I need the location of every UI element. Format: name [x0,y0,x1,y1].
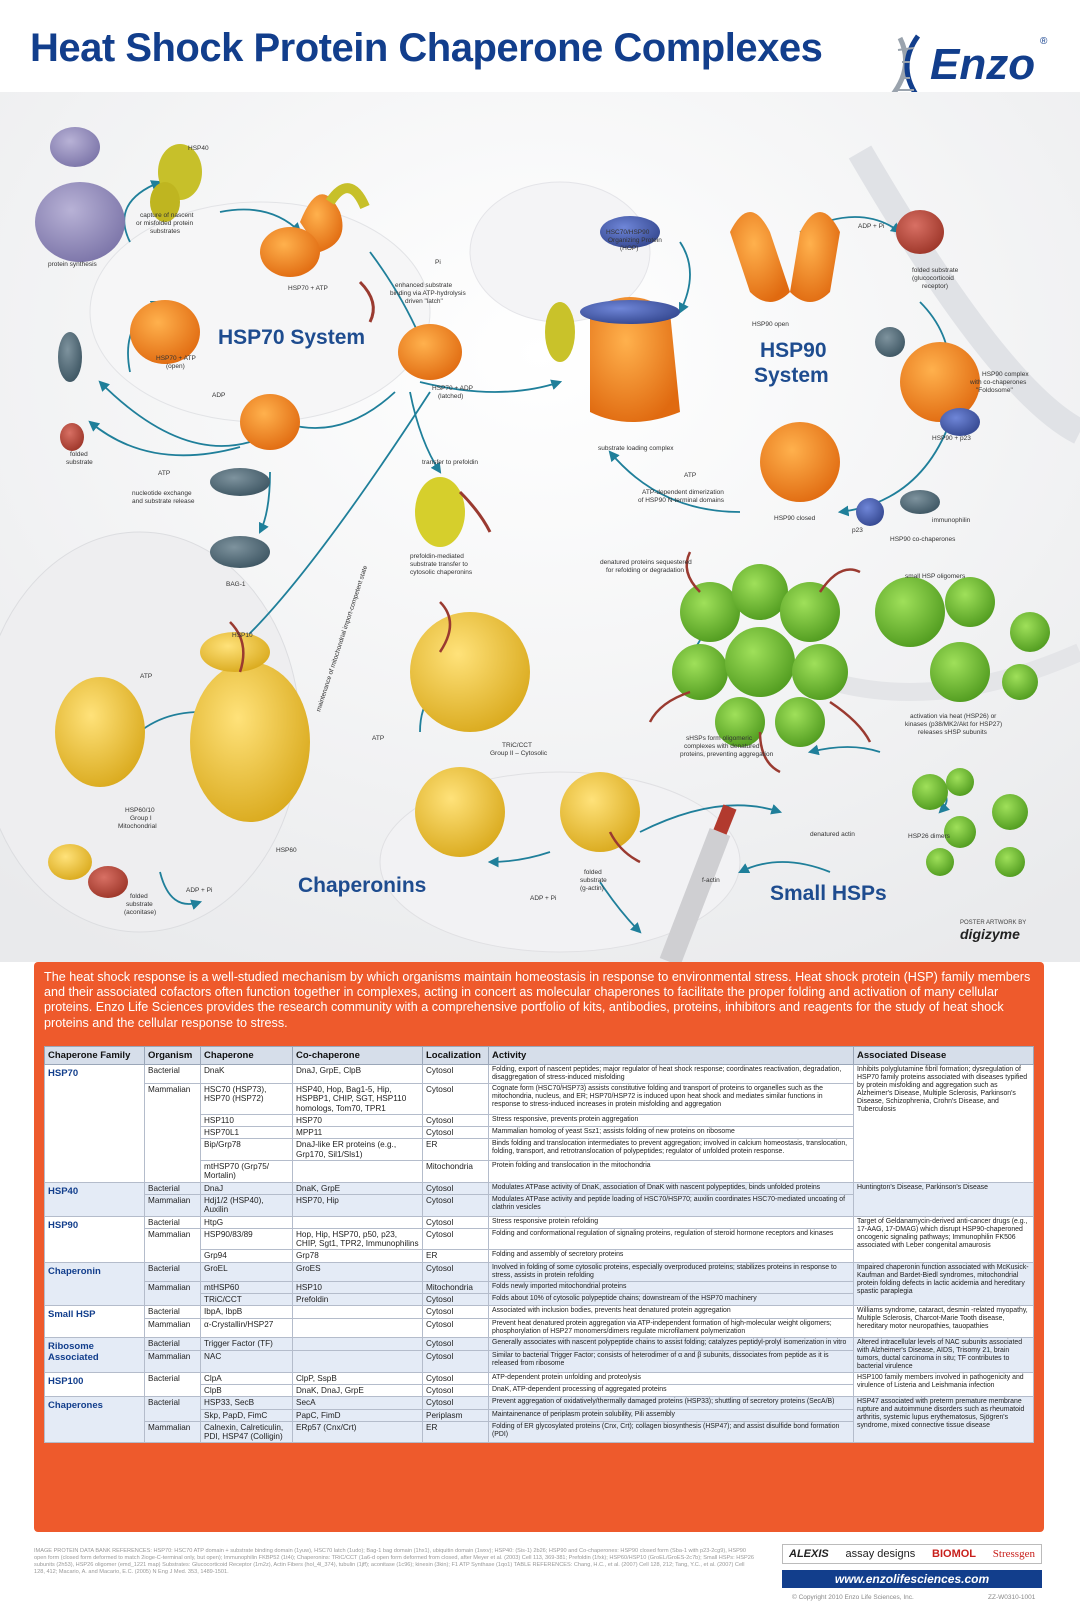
table-cell-chap: Trigger Factor (TF) [201,1337,293,1351]
table-cell-loc: Mitochondria [423,1161,489,1183]
svg-text:HSP40: HSP40 [188,145,209,152]
table-row [45,1216,1034,1228]
svg-text:driven "latch": driven "latch" [405,298,443,305]
table-cell-org: Bacterial [145,1065,201,1084]
table-cell-cochap: HSP70, Hip [293,1194,423,1216]
table-cell-cochap: MPP11 [293,1127,423,1139]
svg-text:(glucocorticoid: (glucocorticoid [912,275,954,282]
svg-text:releases sHSP subunits: releases sHSP subunits [918,729,987,736]
table-cell-chap: TRiC/CCT [201,1294,293,1306]
svg-text:HSP90 open: HSP90 open [752,321,789,328]
brand-bar [782,1544,1042,1564]
table-cell-act: DnaK, ATP-dependent processing of aggregated proteins [489,1384,854,1396]
table-cell-cochap [293,1161,423,1183]
table-cell-act: Associated with inclusion bodies, prevents heat denatured protein aggregation [489,1306,854,1318]
table-row [45,1065,1034,1084]
svg-text:activation via heat (HSP26) or: activation via heat (HSP26) or [910,713,997,720]
brand-stressgen[interactable]: Stressgen [992,1548,1035,1560]
table-cell-loc: Cytosol [423,1337,489,1351]
table-cell-dis: Williams syndrome, cataract, desmin -related myopathy, Multiple Sclerosis, Charcot-Marie Tooth disease, hereditary motor neuropathies, tauopathies [854,1306,1034,1337]
table-cell-loc: Cytosol [423,1127,489,1139]
table-cell-loc: Cytosol [423,1084,489,1115]
svg-text:substrate: substrate [126,901,153,908]
svg-text:sHSPs form oligomeric: sHSPs form oligomeric [686,735,753,742]
table-cell-cochap: Grp78 [293,1250,423,1262]
svg-text:HSP90 closed: HSP90 closed [774,515,816,522]
table-cell-loc: Cytosol [423,1318,489,1337]
svg-text:small HSP oligomers: small HSP oligomers [905,573,966,580]
svg-text:ATP: ATP [372,735,385,742]
copyright: © Copyright 2010 Enzo Life Sciences, Inc. [792,1594,914,1601]
svg-text:substrate: substrate [66,459,93,466]
table-row [45,1337,1034,1351]
table-cell-chap: IbpA, IbpB [201,1306,293,1318]
svg-text:ATP-dependent dimerization: ATP-dependent dimerization [642,489,724,496]
svg-text:folded: folded [584,869,602,876]
svg-text:HSP90 complex: HSP90 complex [982,371,1029,378]
table-cell-chap: mtHSP60 [201,1281,293,1293]
svg-text:ATP: ATP [684,472,697,479]
svg-text:p23: p23 [852,527,863,534]
chaperone-table [44,1046,1034,1443]
table-cell-act: Similar to bacterial Trigger Factor; consists of heterodimer of α and β subunits, dissociates from peptide as it is released from ribosome [489,1351,854,1372]
svg-text:nucleotide exchange: nucleotide exchange [132,490,192,497]
table-cell-org: Mammalian [145,1228,201,1262]
svg-text:cytosolic chaperonins: cytosolic chaperonins [410,569,473,576]
svg-text:ADP + Pi: ADP + Pi [858,223,885,230]
table-cell-chap: DnaK [201,1065,293,1084]
table-cell-org: Mammalian [145,1351,201,1372]
svg-text:folded: folded [130,893,148,900]
table-cell-loc: Cytosol [423,1397,489,1409]
table-cell-act: Mammalian homolog of yeast Ssz1; assists folding of new proteins on ribosome [489,1127,854,1139]
table-cell-cochap [293,1337,423,1351]
table-cell-org: Bacterial [145,1372,201,1397]
table-cell-cochap [293,1351,423,1372]
table-cell-act: Folding and conformational regulation of signaling proteins, regulation of steroid hormone receptors and kinases [489,1228,854,1250]
table-cell-org: Bacterial [145,1397,201,1422]
table-cell-fam: HSP90 [45,1216,145,1262]
svg-text:(open): (open) [166,363,185,370]
table-cell-cochap: DnaK, GrpE [293,1182,423,1194]
page-title: Heat Shock Protein Chaperone Complexes [30,26,823,70]
table-cell-loc: Cytosol [423,1228,489,1250]
svg-text:denatured actin: denatured actin [810,831,855,838]
svg-text:Organizing Protein: Organizing Protein [608,237,662,244]
svg-text:(g-actin): (g-actin) [580,885,604,892]
table-cell-fam: Chaperones [45,1397,145,1443]
column-header: Associated Disease [854,1047,1034,1065]
table-cell-chap: ClpB [201,1384,293,1396]
svg-text:maintenance of mitochondrial i: maintenance of mitochondrial import-competent state [315,564,370,713]
svg-text:ADP + Pi: ADP + Pi [186,887,213,894]
table-cell-act: Folding and assembly of secretory proteins [489,1250,854,1262]
svg-text:folded substrate: folded substrate [912,267,959,274]
svg-text:binding via ATP-hydrolysis: binding via ATP-hydrolysis [390,290,466,297]
table-cell-act: Prevent aggregation of oxidatively/thermally damaged proteins (HSP33); shuttling of secretory proteins (SecA/B) [489,1397,854,1409]
svg-text:and substrate release: and substrate release [132,498,195,505]
table-header-row [45,1047,1034,1065]
part-number: ZZ-W0310-1001 [988,1594,1036,1601]
table-cell-dis: Inhibits polyglutamine fibril formation; dysregulation of HSP70 family proteins associated with diseases typified by protein misfolding and aggregation such as Alzheimer's Disease, Multiple Sclerosis, Parkinson's Disease, Schizophrenia, Crohn's Disease, and Tuberculosis [854,1065,1034,1183]
table-cell-org: Mammalian [145,1281,201,1306]
svg-text:Mitochondrial: Mitochondrial [118,823,157,830]
table-cell-act: ATP-dependent protein unfolding and proteolysis [489,1372,854,1384]
table-cell-cochap: ClpP, SspB [293,1372,423,1384]
table-cell-fam: Ribosome Associated [45,1337,145,1372]
svg-text:HSP90 + p23: HSP90 + p23 [932,435,971,442]
artwork-credit-line: POSTER ARTWORK BY [960,920,1027,926]
table-cell-org: Bacterial [145,1306,201,1318]
table-cell-loc: ER [423,1421,489,1443]
table-cell-chap: Grp94 [201,1250,293,1262]
table-row [45,1306,1034,1318]
svg-text:for refolding or degradation: for refolding or degradation [606,567,685,574]
column-header: Organism [145,1047,201,1065]
svg-text:HSP10: HSP10 [232,632,253,639]
svg-text:substrates: substrates [150,228,180,235]
svg-text:ADP: ADP [212,392,226,399]
table-cell-cochap: GroES [293,1262,423,1281]
svg-text:receptor): receptor) [922,283,949,290]
table-cell-loc: Cytosol [423,1351,489,1372]
table-row [45,1182,1034,1194]
table-cell-loc: Cytosol [423,1194,489,1216]
svg-text:"Foldosome": "Foldosome" [976,387,1013,394]
table-cell-act: Modulates ATPase activity and peptide loading of HSC70/HSP70; auxilin coordinates HSC70-mediated uncoating of clathrin vesicles [489,1194,854,1216]
table-cell-org: Mammalian [145,1318,201,1337]
svg-text:(HOP): (HOP) [620,245,639,252]
table-cell-chap: mtHSP70 (Grp75/ Mortalin) [201,1161,293,1183]
table-cell-cochap: HSP70 [293,1114,423,1126]
table-cell-loc: Periplasm [423,1409,489,1421]
table-cell-loc: ER [423,1139,489,1161]
table-cell-fam: HSP70 [45,1065,145,1183]
table-cell-chap: ClpA [201,1372,293,1384]
svg-text:complexes with denatured: complexes with denatured [684,743,760,750]
svg-text:HSP70 + ATP: HSP70 + ATP [156,355,196,362]
table-cell-loc: Cytosol [423,1065,489,1084]
table-cell-dis: HSP47 associated with preterm premature membrane rupture and autoimmune disorders such as rheumatoid arthritis, systemic lupus erythematosus, Sjögren's syndrome, mixed connective tissue disease [854,1397,1034,1443]
table-cell-act: Stress responsive, prevents protein aggregation [489,1114,854,1126]
table-cell-act: Folding, export of nascent peptides; major regulator of heat shock response; coordinates reactivation, degradation, disaggregation of stress-induced misfolding [489,1065,854,1084]
table-cell-chap: HtpG [201,1216,293,1228]
website-link[interactable]: www.enzolifesciences.com [782,1570,1042,1588]
hsp70-system-label: HSP70 System [218,326,366,349]
table-cell-act: Modulates ATPase activity of DnaK, association of DnaK with nascent polypeptides, binds unfolded proteins [489,1182,854,1194]
hsp90-system-label-1: HSP90 [760,339,827,362]
svg-text:with co-chaperones: with co-chaperones [970,379,1027,386]
table-cell-org: Bacterial [145,1182,201,1194]
description-text: The heat shock response is a well-studied mechanism by which organisms maintain homeostasis in response to environmental stress. Heat shock protein (HSP) family members and their associated cofactors often function together in complexes, acting in concert as molecular chaperones to facilitate the proper folding and activation of many cellular proteins. Enzo Life Sciences provides the research community with a comprehensive portfolio of kits, antibodies, proteins, inhibitors and reagents for the study of heat shock proteins and the cellular response to stress. [44,970,1031,1030]
hsp60-10-chaperonin [55,677,145,787]
table-cell-act: Stress responsive protein refolding [489,1216,854,1228]
table-cell-loc: Cytosol [423,1384,489,1396]
table-cell-act: Binds folding and translocation intermediates to prevent aggregation; involved in calcium homeostasis, translocation, folding, transport, and retrotranslocation of polypeptides; regulator of unfolded protein response. [489,1139,854,1161]
artwork-credit-name: digizyme [960,926,1020,942]
chaperone-table-container [44,1046,1033,1443]
svg-text:immunophilin: immunophilin [932,517,971,524]
svg-text:substrate loading complex: substrate loading complex [598,445,674,452]
table-body [45,1065,1034,1443]
table-cell-chap: α-Crystallin/HSP27 [201,1318,293,1337]
table-cell-chap: NAC [201,1351,293,1372]
table-row [45,1262,1034,1281]
table-cell-chap: Skp, PapD, FimC [201,1409,293,1421]
hsp90-system-label-2: System [754,364,829,387]
table-cell-chap: HSP33, SecB [201,1397,293,1409]
table-cell-chap: HSP110 [201,1114,293,1126]
svg-text:BAG-1: BAG-1 [226,581,246,588]
table-cell-chap: DnaJ [201,1182,293,1194]
table-cell-cochap: Hop, Hip, HSP70, p50, p23, CHIP, Sgt1, TPR2, Immunophilins [293,1228,423,1250]
tric-cct-chaperonin [410,612,530,732]
table-cell-chap: HSC70 (HSP73), HSP70 (HSP72) [201,1084,293,1115]
svg-text:folded: folded [70,451,88,458]
brand-assay-designs[interactable]: assay designs [845,1548,916,1560]
logo-registered: ® [1040,36,1048,47]
table-cell-org: Mammalian [145,1194,201,1216]
svg-text:HSP60/10: HSP60/10 [125,807,155,814]
column-header: Activity [489,1047,854,1065]
table-cell-org: Bacterial [145,1337,201,1351]
table-cell-chap: GroEL [201,1262,293,1281]
table-cell-chap: Hdj1/2 (HSP40), Auxilin [201,1194,293,1216]
table-cell-cochap [293,1318,423,1337]
table-cell-fam: Chaperonin [45,1262,145,1306]
table-cell-cochap: ERp57 (Cnx/Crt) [293,1421,423,1443]
column-header: Localization [423,1047,489,1065]
table-cell-fam: HSP40 [45,1182,145,1216]
table-cell-org: Mammalian [145,1421,201,1443]
table-cell-chap: Calnexin, Calreticulin, PDI, HSP47 (Colligin) [201,1421,293,1443]
svg-text:or misfolded protein: or misfolded protein [136,220,194,227]
svg-text:TRiC/CCT: TRiC/CCT [502,742,532,749]
svg-text:f-actin: f-actin [702,877,720,884]
table-cell-chap: Bip/Grp78 [201,1139,293,1161]
table-cell-cochap: DnaK, DnaJ, GrpE [293,1384,423,1396]
logo-brand: Enzo [930,40,1036,89]
svg-text:HSP70 + ADP: HSP70 + ADP [432,385,474,392]
table-cell-loc: ER [423,1250,489,1262]
table-cell-act: Involved in folding of some cytosolic proteins, especially overproduced proteins; stabilizes proteins in response to stress, assists in protein refolding [489,1262,854,1281]
table-cell-cochap: SecA [293,1397,423,1409]
table-cell-cochap: HSP40, Hop, Bag1-5, Hip, HSPBP1, CHIP, SGT, HSP110 homologs, Tom70, TPR1 [293,1084,423,1115]
svg-text:HSP60: HSP60 [276,847,297,854]
table-cell-cochap: DnaJ-like ER proteins (e.g., Grp170, Sil1/Sls1) [293,1139,423,1161]
table-cell-dis: Target of Geldanamycin-derived anti-cancer drugs (e.g., 17-AAG, 17-DMAG) which disrupt HSP90-chaperoned oncogenic signaling pathways; Immunophilin FK506 associated with Leber congenital amaurosis [854,1216,1034,1262]
svg-text:HSP26 dimers: HSP26 dimers [908,833,950,840]
table-cell-org: Bacterial [145,1216,201,1228]
table-cell-loc: Cytosol [423,1294,489,1306]
table-cell-loc: Cytosol [423,1114,489,1126]
table-row [45,1397,1034,1409]
table-cell-cochap [293,1306,423,1318]
svg-text:(aconitase): (aconitase) [124,909,157,916]
table-cell-act: Maintainenance of periplasm protein solubility, Pili assembly [489,1409,854,1421]
svg-text:HSP90 co-chaperones: HSP90 co-chaperones [890,536,956,543]
svg-text:of HSP90 N-terminal domains: of HSP90 N-terminal domains [638,497,724,504]
chaperonins-label: Chaperonins [298,874,427,897]
table-cell-org: Mammalian [145,1084,201,1183]
svg-text:kinases (p38/MK2/Akt for HSP27: kinases (p38/MK2/Akt for HSP27) [905,721,1003,728]
svg-text:transfer to prefoldin: transfer to prefoldin [422,459,479,466]
svg-text:prefoldin-mediated: prefoldin-mediated [410,553,464,560]
table-cell-dis: Huntington's Disease, Parkinson's Disease [854,1182,1034,1216]
svg-text:Pi: Pi [435,259,441,266]
table-cell-org: Bacterial [145,1262,201,1281]
small-hsps-label: Small HSPs [770,882,887,905]
table-cell-cochap: Prefoldin [293,1294,423,1306]
table-cell-act: Folds newly imported mitochondrial proteins [489,1281,854,1293]
svg-text:HSC70/HSP90: HSC70/HSP90 [606,229,650,236]
svg-text:ADP + Pi: ADP + Pi [530,895,557,902]
column-header: Co-chaperone [293,1047,423,1065]
image-references: IMAGE PROTEIN DATA BANK REFERENCES: HSP70: HSC70 ATP domain + substrate binding domain (1yuw), HSC70 latch (1udo); Bag-1 bag domain (1hx1), ubiquitin domain (1wxv); HSP40: (Sis-1) 2b26; HSP90 and Co-chaperones: HSP90 closed form (Sba-1 with p23-2cg9), HSP90 open form (closed form deformed to match 2ioge-C-terminal only, but open); Immunophilin FKBP52 (1t4i); Chaperonins: TRiC/CCT (1a6-d open form deformed from closed, after Meyer et al. (2003) Cell 113, 369-381; Prefoldin (1fxk); HSP60/HSP10 (GroEL/GroES-2c7b); Small HSPs: HSP26 subunits (2h53), HSP26 oligomer (emd_1221 map) Substrates: Glucocorticoid Receptor (1m2z), Actin Fibers (hol_4l_374), tubulin (1jff); aconitase (1c96); kinesin (3kin); F1 ATP Synthase (1qo1) TABLE REFERENCES: Chang, H.C., et al. (2007) Cell 128, 212; Tang, Y.C., et al. (2007) Cell 128, 412; Macario, A. and Macario, E.C. (2005) N Eng J Med. 353, 1489-1501. [34,1548,754,1575]
table-cell-cochap: DnaJ, GrpE, ClpB [293,1065,423,1084]
svg-text:proteins, preventing aggregati: proteins, preventing aggregation [680,751,774,758]
table-cell-cochap [293,1216,423,1228]
table-cell-act: Cognate form (HSC70/HSP73) assists constitutive folding and transport of proteins to organelles such as the mitochondria, nucleus, and ER; HSP70/HSP72 is induced upon heat shock and mediates similar functions in response to stress-induced increases in protein misfolding and aggregation [489,1084,854,1115]
protein-synthesis-ribosome [35,182,125,262]
table-cell-act: Prevent heat denatured protein aggregation via ATP-independent formation of high-molecular weight oligomers; phosphorylation of HSP27 monomers/dimers regulate microfilament polymerization [489,1318,854,1337]
table-cell-loc: Cytosol [423,1372,489,1384]
svg-text:denatured proteins sequestered: denatured proteins sequestered [600,559,692,566]
table-cell-fam: HSP100 [45,1372,145,1397]
table-cell-act: Generally associates with nascent polypeptide chains to assist folding; catalyzes peptidyl-prolyl isomerization in vitro [489,1337,854,1351]
table-cell-loc: Cytosol [423,1182,489,1194]
brand-alexis[interactable]: ALEXIS [789,1548,829,1560]
table-cell-loc: Mitochondria [423,1281,489,1293]
svg-text:substrate: substrate [580,877,607,884]
table-cell-loc: Cytosol [423,1216,489,1228]
svg-text:(latched): (latched) [438,393,464,400]
svg-text:substrate transfer to: substrate transfer to [410,561,468,568]
table-cell-act: Folds about 10% of cytosolic polypeptide chains; downstream of the HSP70 machinery [489,1294,854,1306]
table-cell-chap: HSP90/83/89 [201,1228,293,1250]
table-cell-dis: Altered intracellular levels of NAC subunits associated with Alzheimer's Disease, AIDS, Trisomy 21, brain tumors, ductal carcinoma in situ; TF contributes to bacterial virulence [854,1337,1034,1372]
table-cell-cochap: HSP10 [293,1281,423,1293]
svg-text:HSP70 + ATP: HSP70 + ATP [288,285,328,292]
svg-text:Group I: Group I [130,815,152,822]
svg-text:protein synthesis: protein synthesis [48,261,97,268]
svg-text:enhanced substrate: enhanced substrate [395,282,453,289]
table-cell-loc: Cytosol [423,1306,489,1318]
table-cell-chap: HSP70L1 [201,1127,293,1139]
table-row [45,1372,1034,1384]
artwork-credit [960,920,1026,942]
table-cell-dis: Impaired chaperonin function associated with McKusick-Kaufman and Bardet-Biedl syndromes, mitochondrial protein folding defects in lactic acidemia and hereditary spastic paraplegia [854,1262,1034,1306]
table-cell-act: Folding of ER glycosylated proteins (Cnx, Crt); collagen biosynthesis (HSP47); and assist disulfide bond formation (PDI) [489,1421,854,1443]
table-cell-dis: HSP100 family members involved in pathogenicity and virulence of Listeria and Leishmania infection [854,1372,1034,1397]
chaperone-illustration [0,92,1080,962]
svg-text:ATP: ATP [140,673,153,680]
column-header: Chaperone [201,1047,293,1065]
column-header: Chaperone Family [45,1047,145,1065]
table-cell-act: Protein folding and translocation in the mitochondria [489,1161,854,1183]
table-cell-fam: Small HSP [45,1306,145,1337]
info-panel [34,962,1044,1532]
table-cell-loc: Cytosol [423,1262,489,1281]
svg-text:Group II – Cytosolic: Group II – Cytosolic [490,750,548,757]
table-cell-cochap: PapC, FimD [293,1409,423,1421]
brand-biomol[interactable]: BIOMOL [932,1548,977,1560]
svg-text:ATP: ATP [158,470,171,477]
svg-text:capture of nascent: capture of nascent [140,212,194,219]
